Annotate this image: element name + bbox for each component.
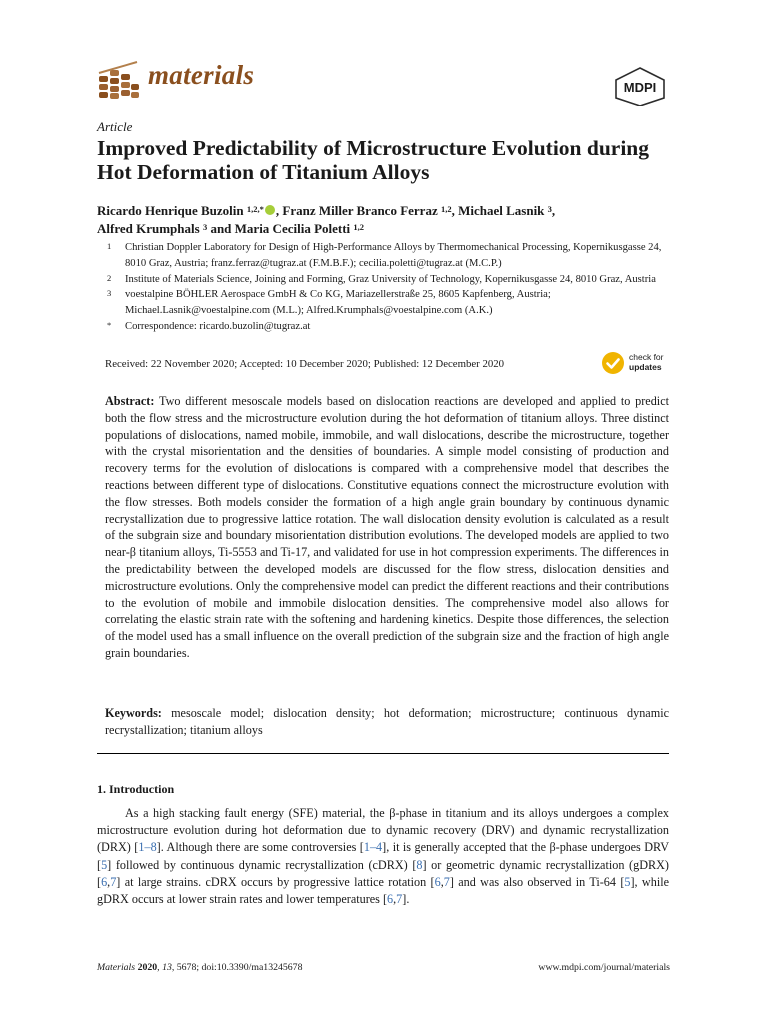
body-text: , [440,874,444,889]
author-name: Franz Miller Branco Ferraz [282,203,438,218]
affiliation-number: 3 [107,288,112,299]
citation-link[interactable]: 1–8 [138,840,157,855]
footer-volume: 13 [162,962,172,973]
body-text: , [107,874,111,889]
citation-link[interactable]: 5 [624,874,631,889]
footer-citation: Materials 2020, 13, 5678; doi:10.3390/ma13245678 [97,962,303,973]
body-text: ] at large strains. cDRX occurs by progressive lattice rotation [ [116,874,435,889]
journal-name: materials [148,60,255,90]
check-updates-line1: check for [629,352,664,362]
check-updates-icon [601,351,625,375]
footer-year: 2020 [137,962,158,973]
publication-dates: Received: 22 November 2020; Accepted: 10 December 2020; Published: 12 December 2020 [105,358,505,370]
body-text: , [393,892,397,907]
publisher-name: MDPI [623,80,657,95]
footer-journal-url[interactable]: www.mdpi.com/journal/materials [538,962,670,973]
section-heading-introduction: 1. Introduction [97,782,175,796]
citation-link[interactable]: 8 [416,857,423,872]
check-for-updates-badge[interactable] [601,351,673,375]
citation-link[interactable]: 6 [434,874,441,889]
author-separator: , [551,203,556,218]
author-name: Alfred Krumphals [97,221,200,236]
author-affiliation-marker: 1,2 [440,204,452,214]
orcid-icon[interactable] [265,205,275,215]
citation-link[interactable]: 7 [110,874,117,889]
keywords-text: mesoscale model; dislocation density; hot deformation; microstructure; continuous dynamic recrystallization; titanium alloys [105,706,669,737]
author-affiliation-marker: 3 [202,222,208,232]
author-name: Maria Cecilia Poletti [234,221,351,236]
body-text: As a high stacking fault energy (SFE) material, the β-phase in titanium and its alloys undergoes a complex microstructure evolution during hot deformation due to dynamic recovery (DRV) and dynamic recrystallization (DRX) [ [97,806,669,855]
section-divider [97,753,669,754]
author-separator: and [207,221,235,236]
author-separator: , [275,203,283,218]
keywords [105,705,669,739]
affiliation-number: 2 [107,272,112,283]
body-text: ] and was also observed in Ti-64 [ [449,874,625,889]
abstract [105,393,669,662]
affiliation-text: Christian Doppler Laboratory for Design of High-Performance Alloys by Thermomechanical Processing, Kopernikusgasse 24, 8010 Graz, Austria; franz.ferraz@tugraz.at (F.M.B.F.); cecilia.poletti@tugraz.at (M.C.P.) [125,242,662,269]
author-list [97,202,687,238]
introduction-paragraph [97,805,669,908]
body-text: ], it is generally accepted that the β-phase undergoes DRV [ [97,840,669,872]
body-text: ]. Although there are some controversies [ [156,840,364,855]
affiliation-list [97,240,677,335]
author-affiliation-marker: 1,2,* [246,204,264,214]
body-text: ]. [402,892,410,907]
author-affiliation-marker: 1,2 [353,222,365,232]
affiliation-item [97,240,677,272]
citation-link[interactable]: 1–4 [363,840,383,855]
footer-doi: , 5678; doi:10.3390/ma13245678 [171,962,303,973]
affiliation-text: voestalpine BÖHLER Aerospace GmbH & Co KG, Mariazellerstraße 25, 8605 Kapfenberg, Austria; Michael.Lasnik@voestalpine.com (M.L.); Alfred.Krumphals@voestalpine.com (A.K.) [125,289,551,317]
keywords-label: Keywords: [105,706,162,720]
citation-link[interactable]: 6 [387,892,394,907]
paper-title: Improved Predictability of Microstructure Evolution during Hot Deformation of Titanium Alloys [97,136,650,184]
affiliation-text: Correspondence: ricardo.buzolin@tugraz.at [125,320,311,332]
affiliation-text: Institute of Materials Science, Joining and Forming, Graz University of Technology, Kopernikusgasse 24, 8010 Graz, Austria [125,273,656,285]
affiliation-item [97,272,677,288]
footer-journal: Materials [97,962,136,973]
abstract-text: Two different mesoscale models based on dislocation reactions are developed and applied to predict both the flow stress and the microstructure evolution during the hot deformation of titanium alloys. Three distinct populations of dislocations, named mobile, immobile, and wall dislocations, describe the microstructure, together with the crystal misorientation and the densities of boundaries. A simple model consisting of production and recovery terms for the evolution of dislocations is compared with a comprehensive model that describes the reactions between different type of dislocations. Constitutive equations connect the microstructure evolution with the flow stresses. Both models consider the formation of a high angle grain boundary by continuous dynamic recrystallization due to progressive lattice rotation. The wall dislocation density evolution is calculated as a result of the subgrain size and boundary misorientation distribution evolutions. The developed models are applied to two near-β titanium alloys, Ti-5553 and Ti-17, and validated for use in hot compression experiments. The differences in the predictability between the developed models are discussed for the flow stress, dislocation densities and microstructure evolutions. Only the comprehensive model can predict the different reactions and their contributions to the evolution of mobile and immobile dislocation densities. The comprehensive model also allows for correlating the elastic strain rate with the softening and hardening kinetics. Despite those differences, the selection of the model used has a small influence on the overall prediction of the subgrain size and the fraction of high angle grain boundaries. [105,394,669,660]
affiliation-number: * [107,319,112,330]
citation-link[interactable]: 6 [101,874,108,889]
journal-logo-icon [97,60,141,100]
affiliation-number: 1 [107,241,112,251]
citation-link[interactable]: 7 [443,874,450,889]
author-name: Michael Lasnik [458,203,545,218]
author-name: Ricardo Henrique Buzolin [97,203,244,218]
article-type: Article [97,119,133,134]
author-separator: , [451,203,459,218]
body-text: ], while gDRX occurs at lower strain rates and lower temperatures [ [97,874,670,907]
affiliation-item [97,319,677,335]
mdpi-logo-icon [612,66,668,106]
abstract-label: Abstract: [105,394,155,408]
citation-link[interactable]: 7 [396,892,403,907]
citation-link[interactable]: 5 [101,857,108,872]
affiliation-item [97,287,677,319]
check-updates-line2: updates [629,362,662,372]
author-affiliation-marker: 3 [547,204,552,214]
body-text: ] followed by continuous dynamic recrystallization (cDRX) [ [107,857,417,872]
body-text: ] or geometric dynamic recrystallization (gDRX) [ [97,857,669,889]
